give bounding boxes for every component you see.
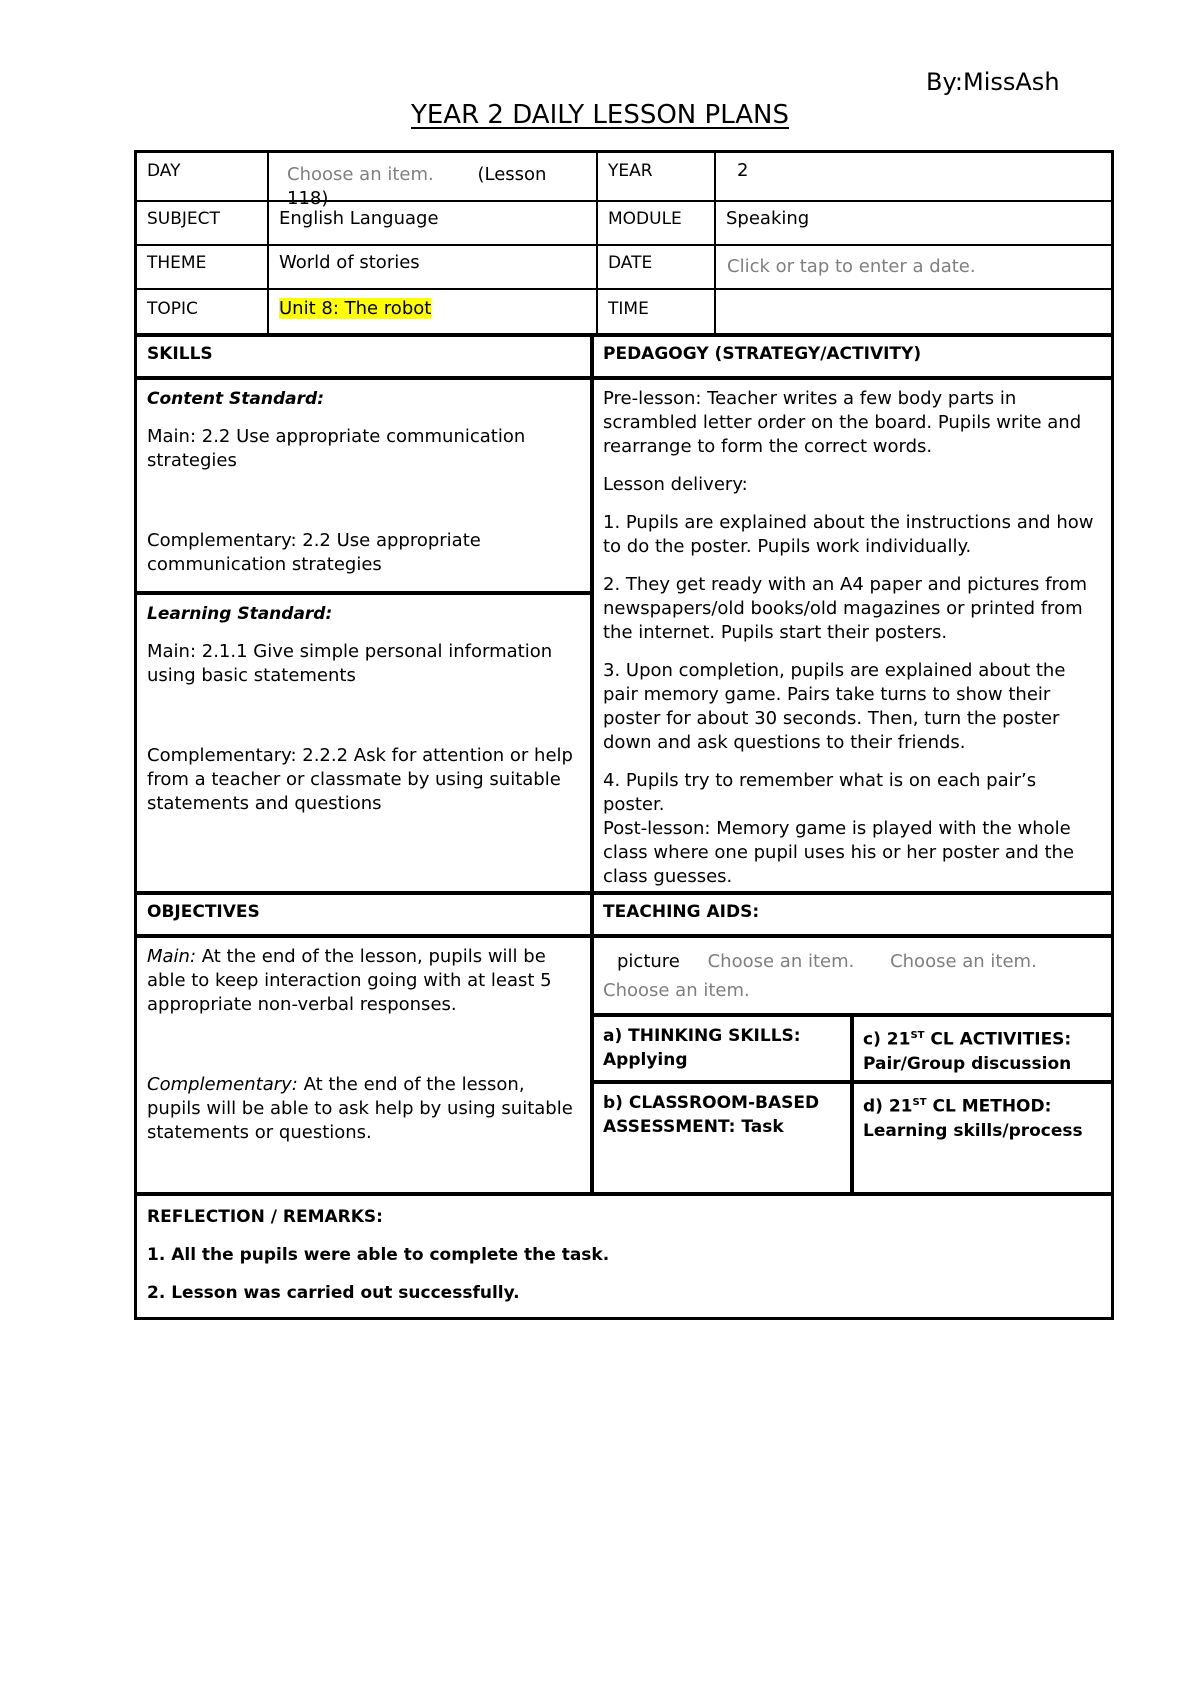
objective-comp-label: Complementary: <box>147 1074 298 1095</box>
pedagogy-heading: PEDAGOGY (STRATEGY/ACTIVITY) <box>603 344 922 364</box>
date-picker[interactable]: Click or tap to enter a date. <box>727 256 976 277</box>
lesson-delivery-label: Lesson delivery: <box>603 474 748 495</box>
module-label: MODULE <box>608 209 682 229</box>
teaching-aids-header <box>590 891 1114 938</box>
page-title: YEAR 2 DAILY LESSON PLANS <box>410 100 790 130</box>
info-table <box>134 150 1114 337</box>
teaching-aid-picture: picture <box>617 951 680 972</box>
day-label: DAY <box>147 161 181 181</box>
pre-lesson: Pre-lesson: Teacher writes a few body parts in scrambled letter order on the board. Pupils write and rearrange to form the correct words. <box>603 388 1082 457</box>
reflection-heading: REFLECTION / REMARKS: <box>147 1207 383 1227</box>
cl-activities-label-post: CL ACTIVITIES: <box>924 1029 1072 1050</box>
cl-method-value: Learning skills/process <box>863 1120 1083 1141</box>
objectives-body <box>134 934 594 1196</box>
assessment-label: b) CLASSROOM-BASED ASSESSMENT: Task <box>603 1093 820 1137</box>
reflection-item-1: 1. All the pupils were able to complete the task. <box>147 1245 610 1265</box>
delivery-step-4: 4. Pupils try to remember what is on each pair’s poster. <box>603 770 1037 815</box>
teaching-aid-select-2[interactable]: Choose an item. <box>890 951 1037 972</box>
teaching-aid-select-3[interactable]: Choose an item. <box>603 980 750 1001</box>
pedagogy-header <box>590 333 1114 380</box>
content-complementary: Complementary: 2.2 Use appropriate communication strategies <box>147 530 481 575</box>
year-label: YEAR <box>608 161 653 181</box>
skills-header <box>134 333 594 380</box>
content-standard-box <box>134 376 594 595</box>
content-main: Main: 2.2 Use appropriate communication strategies <box>147 426 526 471</box>
topic-value: Unit 8: The robot <box>279 298 432 319</box>
learning-standard-label: Learning Standard: <box>147 604 333 624</box>
delivery-step-1: 1. Pupils are explained about the instructions and how to do the poster. Pupils work individually. <box>603 512 1094 557</box>
teaching-aids-body <box>590 934 1114 1017</box>
theme-label: THEME <box>147 253 207 273</box>
learning-main: Main: 2.1.1 Give simple personal information using basic statements <box>147 641 553 686</box>
thinking-skills-label: a) THINKING SKILLS: <box>603 1026 801 1046</box>
cl-activities-label-pre: c) 21 <box>863 1029 911 1050</box>
time-label: TIME <box>608 299 649 319</box>
objective-main-label: Main: <box>147 946 197 967</box>
lesson-number: (Lesson 118) <box>287 164 547 209</box>
learning-complementary: Complementary: 2.2.2 Ask for attention or help from a teacher or classmate by using suitable statements and questions <box>147 745 573 814</box>
cl-method-box <box>850 1080 1114 1196</box>
year-value: 2 <box>737 160 749 181</box>
content-standard-label: Content Standard: <box>147 389 324 409</box>
pedagogy-body <box>590 376 1114 895</box>
day-value: Choose an item. <box>287 164 434 185</box>
objective-main-text: At the end of the lesson, pupils will be able to keep interaction going with at least 5 appropriate non-verbal responses. <box>147 946 552 1015</box>
objectives-header <box>134 891 594 938</box>
subject-label: SUBJECT <box>147 209 220 229</box>
post-lesson: Post-lesson: Memory game is played with the whole class where one pupil uses his or her poster and the class guesses. <box>603 818 1075 887</box>
theme-value: World of stories <box>279 252 420 273</box>
teaching-aids-heading: TEACHING AIDS: <box>603 902 760 922</box>
assessment-box <box>590 1080 854 1196</box>
teaching-aid-select-1[interactable]: Choose an item. <box>707 951 855 972</box>
date-label: DATE <box>608 253 653 273</box>
cl-activities-sup: ST <box>910 1030 925 1041</box>
objectives-heading: OBJECTIVES <box>147 902 260 922</box>
cl-method-label-pre: d) 21 <box>863 1096 913 1117</box>
delivery-step-3: 3. Upon completion, pupils are explained about the pair memory game. Pairs take turns to show their poster for about 30 seconds. Then, turn the poster down and ask questions to their friends. <box>603 660 1066 753</box>
delivery-step-2: 2. They get ready with an A4 paper and pictures from newspapers/old books/old magazines or printed from the internet. Pupils start their posters. <box>603 574 1088 643</box>
author-credit: By:MissAsh <box>926 68 1060 96</box>
time-value <box>716 291 1111 303</box>
cl-activities-value: Pair/Group discussion <box>863 1053 1072 1074</box>
cl-activities-box <box>850 1013 1114 1084</box>
skills-heading: SKILLS <box>147 344 213 364</box>
topic-label: TOPIC <box>147 299 198 319</box>
cl-method-label-post: CL METHOD: <box>926 1096 1052 1117</box>
objective-comp-text: At the end of the lesson, pupils will be able to ask help by using suitable statements or questions. <box>147 1074 573 1143</box>
subject-value: English Language <box>279 208 439 229</box>
cl-method-sup: ST <box>912 1097 927 1108</box>
reflection-box <box>134 1192 1114 1320</box>
thinking-skills-box <box>590 1013 854 1084</box>
thinking-skills-value: Applying <box>603 1050 688 1070</box>
learning-standard-box <box>134 591 594 895</box>
module-value: Speaking <box>726 208 810 229</box>
reflection-item-2: 2. Lesson was carried out successfully. <box>147 1283 520 1303</box>
